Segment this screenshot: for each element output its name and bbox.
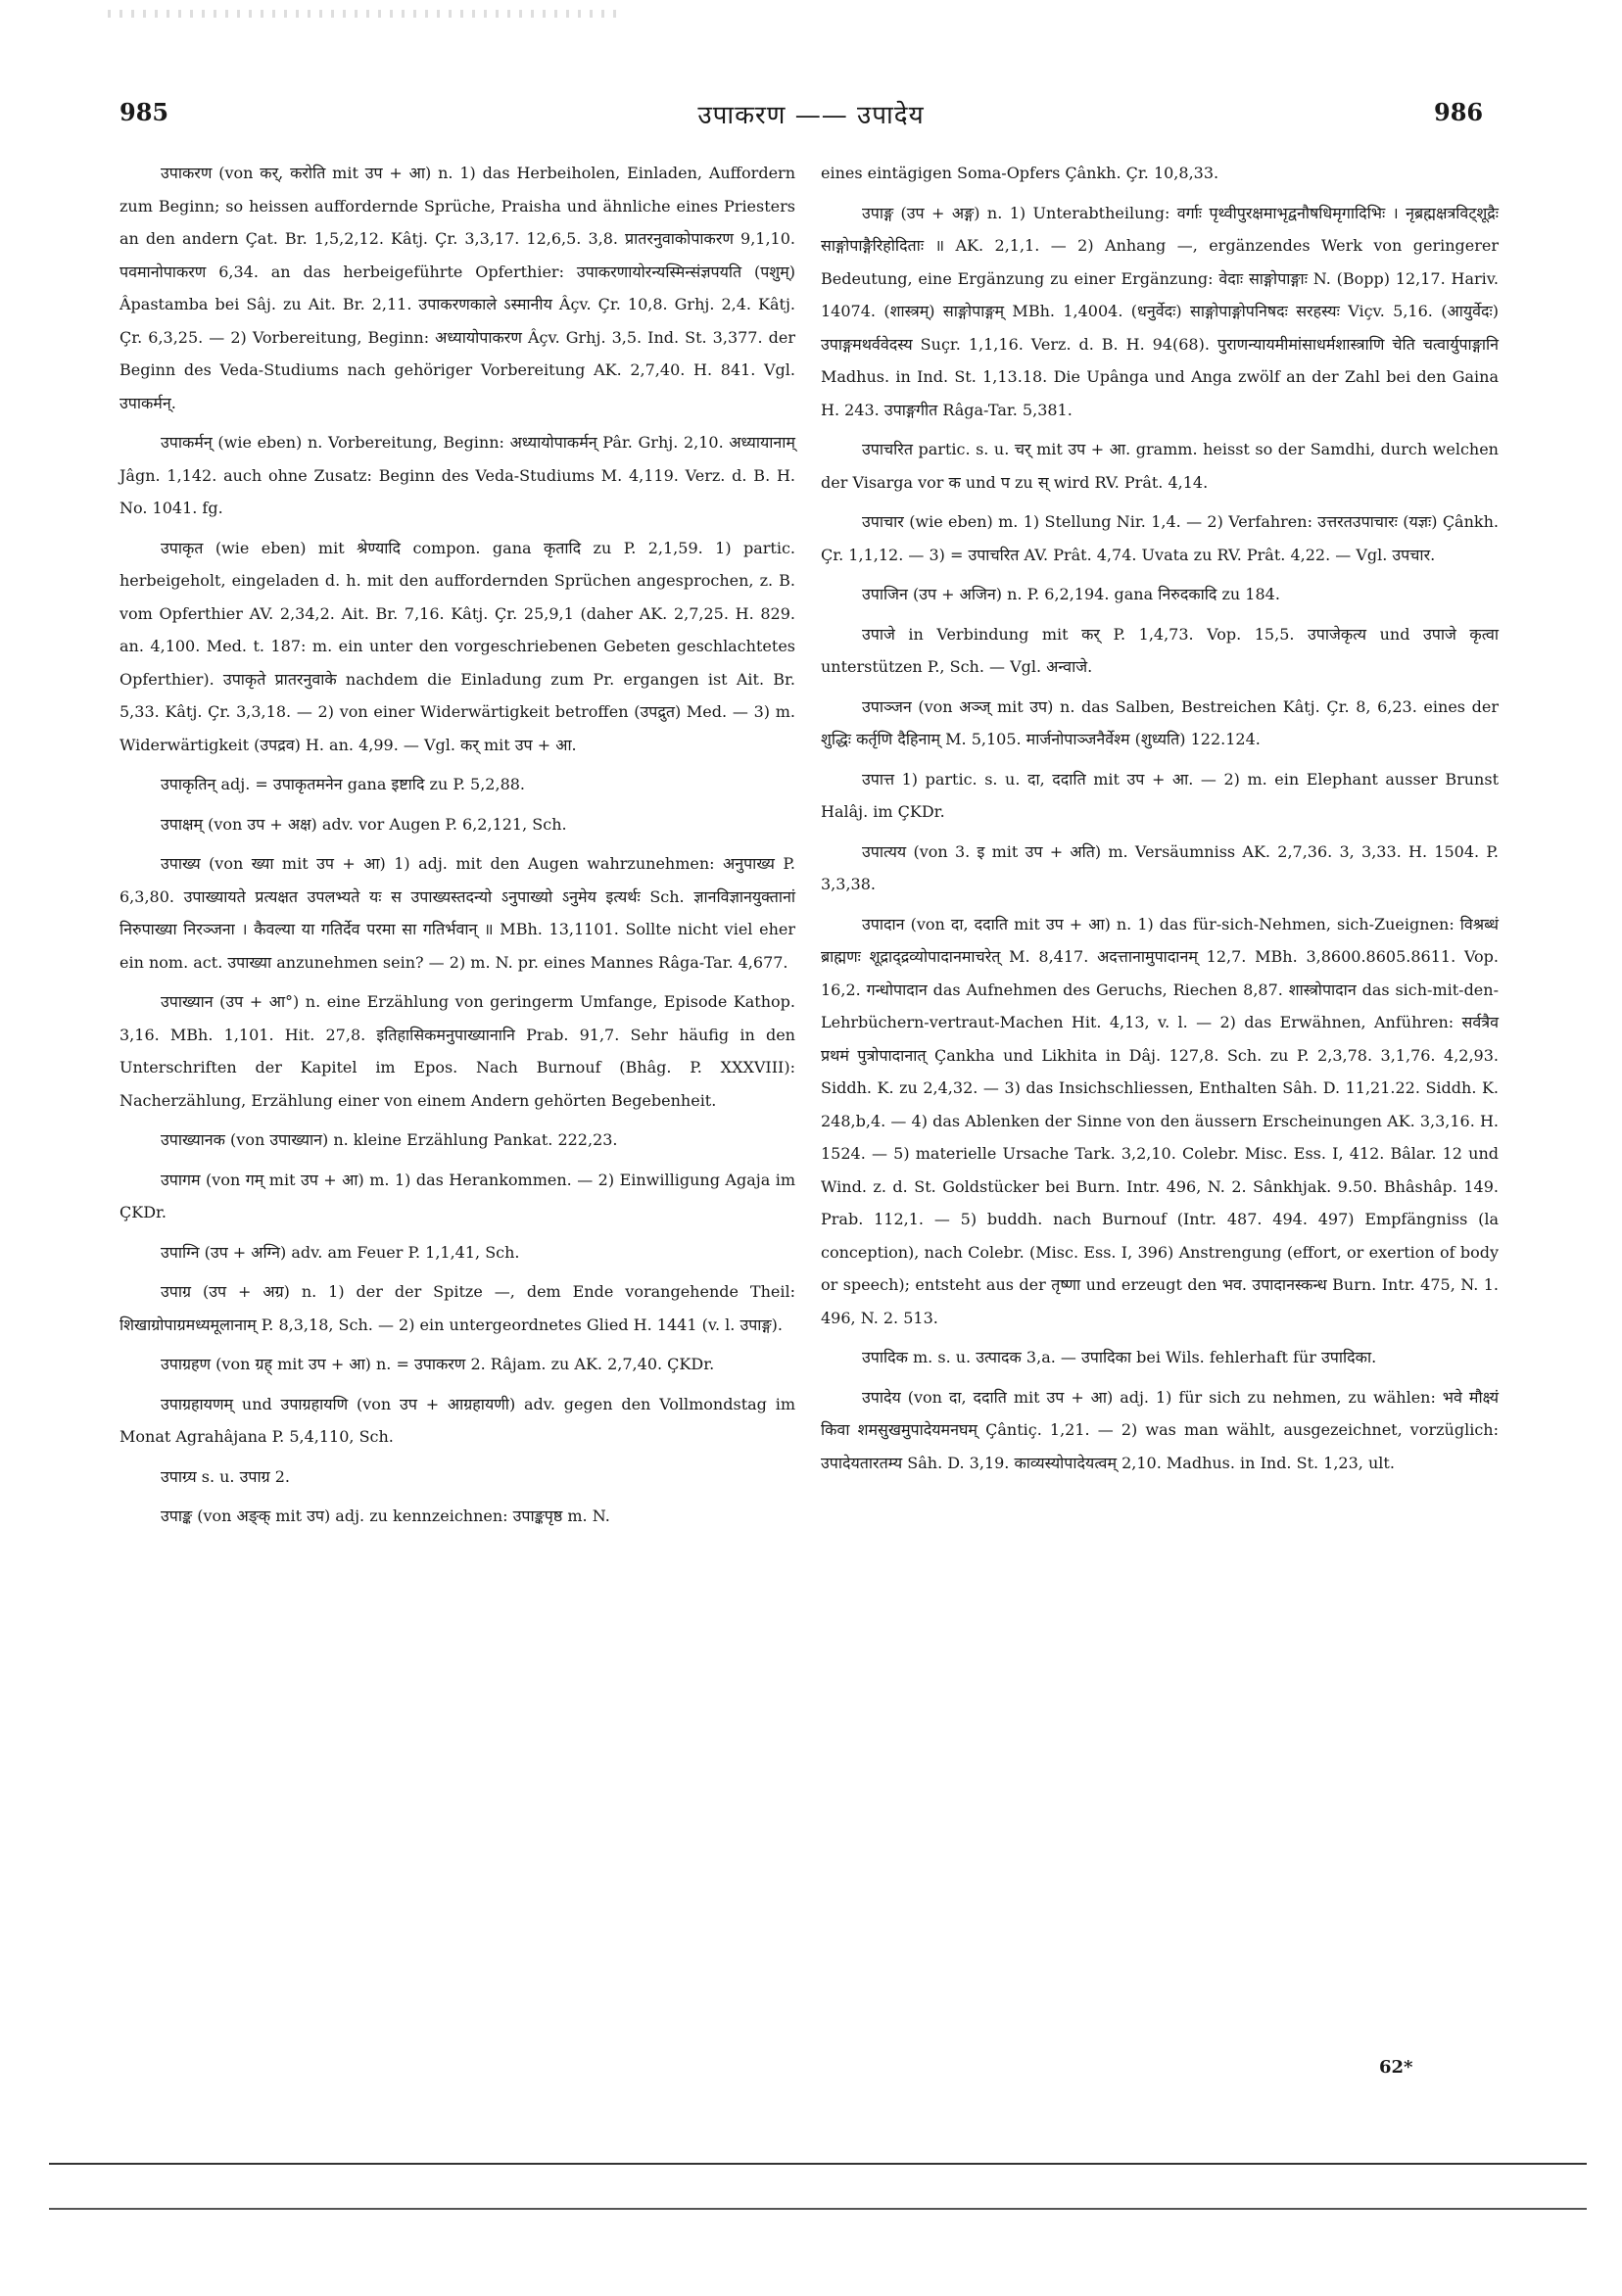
entry-upagrya: उपाग्र्य s. u. उपाग्र 2. xyxy=(161,1466,290,1486)
entry-upadika: उपादिक m. s. u. उत्पादक 3,a. — उपादिका bei Wils. fehlerhaft für उपादिका. xyxy=(862,1348,1377,1366)
signature-mark: 62* xyxy=(1379,2057,1413,2078)
entry-upajina: उपाजिन (उप + अजिन) n. P. 6,2,194. gana निरुदकादि zu 184. xyxy=(862,585,1280,603)
entry-upakarman: उपाकर्मन् (wie eben) n. Vorbereitung, Beginn: अध्यायोपाकर्मन् Pâr. Grhj. 2,10. अध्यायानाम् Jâgn. 1,142. auch ohne Zusatz: Beginn des Veda-Studiums M. 4,119. Verz. d. B. H. No. 1041. fg. xyxy=(119,433,795,517)
entry-continuation: eines eintägigen Soma-Opfers Çânkh. Çr. 10,8,33. xyxy=(821,164,1219,182)
entry-upakrta: उपाकृत (wie eben) mit श्रेण्यादि compon. gana कृतादि zu P. 2,1,59. 1) partic. herbeigeholt, eingeladen d. h. mit den auffordernden Sprüchen angesprochen, z. B. vom Opferthier AV. 2,34,2. Ait. Br. 7,16. Kâtj. Çr. 25,9,1 (daher AK. 2,7,25. H. 829. an. 4,100. Med. t. 187: m. ein unter den vorgeschriebenen Gebeten geschlachtetes Opferthier). उपाकृते प्रातरनुवाके nachdem die Einladung zum Pr. ergangen ist Ait. Br. 5,33. Kâtj. Çr. 3,3,18. — 2) von einer Widerwärtigkeit betroffen (उपद्रुत) Med. — 3) m. Widerwärtigkeit (उपद्रव) H. an. 4,99. — Vgl. कर् mit उप + आ. xyxy=(119,538,795,754)
entry-upagra: उपाग्र (उप + अग्र) n. 1) der der Spitze —, dem Ende vorangehende Theil: शिखाग्रोपाग्रमध्यमूलानाम् P. 8,3,18, Sch. — 2) ein untergeordnetes Glied H. 1441 (v. l. उपाङ्ग). xyxy=(119,1282,795,1334)
entry-upacara: उपाचार (wie eben) m. 1) Stellung Nir. 1,4. — 2) Verfahren: उत्तरतउपाचारः (यज्ञः) Çânkh. Çr. 1,1,12. — 3) = उपाचरित AV. Prât. 4,74. Uvata zu RV. Prât. 4,22. — Vgl. उपचार. xyxy=(821,512,1499,564)
entry-upagni: उपाग्नि (उप + अग्नि) adv. am Feuer P. 1,1,41, Sch. xyxy=(161,1242,520,1262)
scan-artifact xyxy=(108,10,617,18)
running-head: उपाकरण —— उपादेय xyxy=(697,101,925,130)
right-column xyxy=(821,157,1499,1486)
entry-upanka: उपाङ्क (von अङ्क् mit उप) adj. zu kennzeichnen: उपाङ्कपृष्ठ m. N. xyxy=(161,1507,610,1525)
footer-rule-lower xyxy=(49,2208,1587,2210)
entry-upacarita: उपाचरित partic. s. u. चर् mit उप + आ. gramm. heisst so der Samdhi, durch welchen der Visarga vor क und प zu स् wird RV. Prât. 4,14. xyxy=(821,440,1499,492)
entry-upagama: उपागम (von गम् mit उप + आ) m. 1) das Herankommen. — 2) Einwilligung Agaja im ÇKDr. xyxy=(119,1170,795,1221)
entry-upakhyanaka: उपाख्यानक (von उपाख्यान) n. kleine Erzählung Pankat. 222,23. xyxy=(161,1130,618,1149)
entry-upakhya: उपाख्य (von ख्या mit उप + आ) 1) adj. mit den Augen wahrzunehmen: अनुपाख्य P. 6,3,80. उपाख्यायते प्रत्यक्षत उपलभ्यते यः स उपाख्यस्तदन्यो ऽनुपाख्यो ऽनुमेय इत्यर्थः Sch. ज्ञानविज्ञानयुक्तानां निरुपाख्या निरञ्जना । कैवल्या या गतिर्देव परमा सा गतिर्भवान् ॥ MBh. 13,1101. Sollte nicht viel eher ein nom. act. उपाख्या anzunehmen sein? — 2) m. N. pr. eines Mannes Râga-Tar. 4,677. xyxy=(119,854,795,972)
entry-upanjana: उपाञ्जन (von अञ्ज् mit उप) n. das Salben, Bestreichen Kâtj. Çr. 8, 6,23. eines der शुद्धिः कर्तृणि दैहिनाम् M. 5,105. मार्जनोपाञ्जनैर्वेश्म (शुध्यति) 122.124. xyxy=(821,696,1499,748)
entry-upaksam: उपाक्षम् (von उप + अक्ष) adv. vor Augen P. 6,2,121, Sch. xyxy=(161,814,567,834)
footer-rule xyxy=(49,2163,1587,2165)
entry-upatyaya: उपात्यय (von 3. इ mit उप + अति) m. Versäumniss AK. 2,7,36. 3, 3,33. H. 1504. P. 3,3,38. xyxy=(821,841,1499,893)
page-number-left: 985 xyxy=(119,98,169,126)
entry-upadana: उपादान (von दा, ददाति mit उप + आ) n. 1) das für-sich-Nehmen, sich-Zueignen: विश्रब्धं ब्राह्मणः शूद्राद्द्रव्योपादानमाचरेत् M. 8,417. अदत्तानामुपादानम् 12,7. MBh. 3,8600.8605.8611. Vop. 16,2. गन्धोपादान das Aufnehmen des Geruchs, Riechen 8,87. शास्त्रोपादान das sich-mit-den-Lehrbüchern-vertraut-Machen Hit. 4,13, v. l. — 2) das Erwähnen, Anführen: सर्वत्रैव प्रथमं पुत्रोपादानात् Çankha und Likhita in Dâj. 127,8. Sch. zu P. 2,3,78. 3,1,76. 4,2,93. Siddh. K. zu 2,4,32. — 3) das Insichschliessen, Enthalten Sâh. D. 11,21.22. Siddh. K. 248,b,4. — 4) das Ablenken der Sinne von den äussern Erscheinungen AK. 3,3,16. H. 1524. — 5) materielle Ursache Tark. 3,2,10. Colebr. Misc. Ess. I, 412. Bâlar. 12 und Wind. z. d. St. Goldstücker bei Burn. Intr. 496, N. 2. Sânkhjak. 9.50. Bhâshâp. 149. Prab. 112,1. — 5) buddh. nach Burnouf (Intr. 487. 494. 497) Empfängniss (la conception), nach Colebr. (Misc. Ess. I, 396) Anstrengung (effort, or exertion of body or speech); entsteht aus der तृष्णा und erzeugt den भव. उपादानस्कन्ध Burn. Intr. 475, N. 1. 496, N. 2. 513. xyxy=(821,914,1499,1327)
entry-upakarana: उपाकरण (von कर्, करोति mit उप + आ) n. 1) das Herbeiholen, Einladen, Auffordern zum Beginn; so heissen auffordernde Sprüche, Praisha und ähnliche eines Priesters an den andern Çat. Br. 1,5,2,12. Kâtj. Çr. 3,3,17. 12,6,5. 3,8. प्रातरनुवाकोपाकरण 9,1,10. पवमानोपाकरण 6,34. an das herbeigeführte Opferthier: उपाकरणायोरन्यस्मिन्संज्ञपयति (पशुम्) Âpastamba bei Sâj. zu Ait. Br. 2,11. उपाकरणकाले ऽस्मानीय Âçv. Çr. 10,8. Grhj. 2,4. Kâtj. Çr. 6,3,25. — 2) Vorbereitung, Beginn: अध्यायोपाकरण Âçv. Grhj. 3,5. Ind. St. 3,377. der Beginn des Veda-Studiums nach gehöriger Vorbereitung AK. 2,7,40. H. 841. Vgl. उपाकर्मन्. xyxy=(119,164,795,412)
left-column xyxy=(119,157,795,1540)
entry-upakhyana: उपाख्यान (उप + आ°) n. eine Erzählung von geringerm Umfange, Episode Kathop. 3,16. MBh. 1,101. Hit. 27,8. इतिहासिकमनुपाख्यानानि Prab. 91,7. Sehr häufig in den Unterschriften der Kapitel im Epos. Nach Burnouf (Bhâg. P. XXXVIII): Nacherzählung, Erzählung einer von einem Andern gehörten Begebenheit. xyxy=(119,992,795,1110)
entry-upaje: उपाजे in Verbindung mit कर् P. 1,4,73. Vop. 15,5. उपाजेकृत्य und उपाजे कृत्वा unterstützen P., Sch. — Vgl. अन्वाजे. xyxy=(821,624,1499,676)
entry-upakrtin: उपाकृतिन् adj. = उपाकृतमनेन gana इष्टादि zu P. 5,2,88. xyxy=(161,775,526,793)
entry-upatta: उपात्त 1) partic. s. u. दा, ददाति mit उप + आ. — 2) m. ein Elephant ausser Brunst Halâj. im ÇKDr. xyxy=(821,769,1499,821)
entry-upagrahayanam: उपाग्रहायणम् und उपाग्रहायणि (von उप + आग्रहायणी) adv. gegen den Vollmondstag im Monat Agrahâjana P. 5,4,110, Sch. xyxy=(119,1394,795,1446)
entry-upadeya: उपादेय (von दा, ददाति mit उप + आ) adj. 1) für sich zu nehmen, zu wählen: भवे मौक्ष्यं किवा शमसुखमुपादेयमनघम् Çântiç. 1,21. — 2) was man wählt, ausgezeichnet, vorzüglich: उपादेयतारतम्य Sâh. D. 3,19. काव्यस्योपादेयत्वम् 2,10. Madhus. in Ind. St. 1,23, ult. xyxy=(821,1387,1499,1472)
entry-upanga: उपाङ्ग (उप + अङ्ग) n. 1) Unterabtheilung: वर्गाः पृथ्वीपुरक्षमाभृद्वनौषधिमृगादिभिः । नृब्रह्मक्षत्रविट्शूद्रैः साङ्गोपाङ्गैरिहोदिताः ॥ AK. 2,1,1. — 2) Anhang —, ergänzendes Werk von geringerer Bedeutung, eine Ergänzung zu einer Ergänzung: वेदाः साङ्गोपाङ्गाः N. (Bopp) 12,17. Hariv. 14074. (शास्त्रम्) साङ्गोपाङ्गम् MBh. 1,4004. (धनुर्वेदः) साङ्गोपाङ्गोपनिषदः सरहस्यः Viçv. 5,16. (आयुर्वेदः) उपाङ्गमथर्ववेदस्य Suçr. 1,1,16. Verz. d. B. H. 94(68). पुराणन्यायमीमांसाधर्मशास्त्राणि चेति चत्वार्युपाङ्गानि Madhus. in Ind. St. 1,13.18. Die Upânga und Anga zwölf an der Zahl bei den Gaina H. 243. उपाङ्गगीत Râga-Tar. 5,381. xyxy=(821,203,1499,419)
entry-upagrahana: उपाग्रहण (von ग्रह् mit उप + आ) n. = उपाकरण 2. Râjam. zu AK. 2,7,40. ÇKDr. xyxy=(161,1355,715,1373)
page-number-right: 986 xyxy=(1434,98,1484,126)
